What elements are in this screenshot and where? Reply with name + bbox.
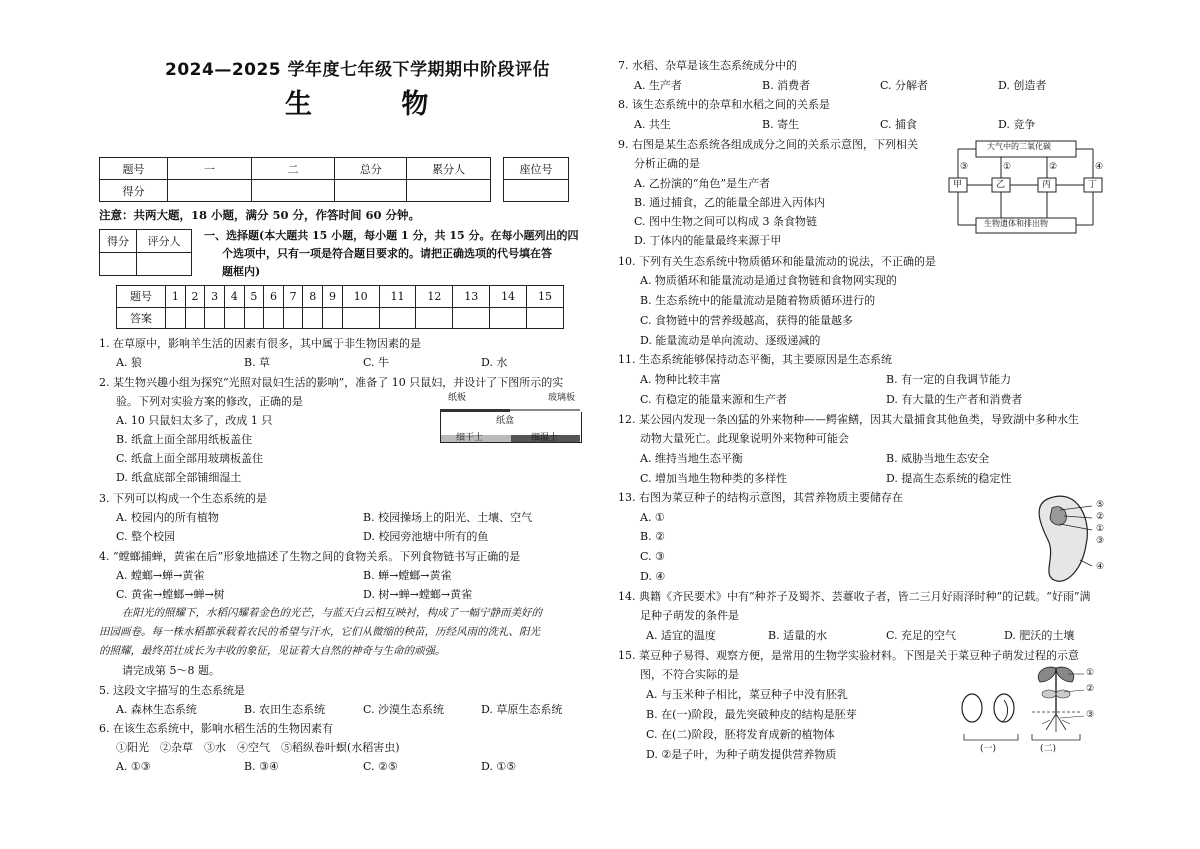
q3-option-d[interactable]: D. 校园旁池塘中所有的鱼 — [363, 530, 489, 543]
q7-option-b[interactable]: B. 消费者 — [762, 79, 811, 92]
answer-cell-11[interactable] — [379, 307, 416, 329]
q2-fig-dry-label: 细干土 — [456, 433, 484, 443]
q9-stem-2: 分析正确的是 — [634, 157, 700, 170]
score-table — [99, 157, 491, 202]
q4-option-a[interactable]: A. 螳螂→蝉→黄雀 — [116, 569, 205, 582]
notice: 注意：共两大题，18 小题，满分 50 分，作答时间 60 分钟。 — [99, 208, 421, 222]
q9-fig-co2-label: 大气中的二氧化碳 — [987, 142, 1051, 151]
q9-option-a[interactable]: A. 乙扮演的“角色”是生产者 — [634, 177, 771, 190]
q1-option-b[interactable]: B. 草 — [244, 356, 271, 369]
q14-option-d[interactable]: D. 肥沃的土壤 — [1004, 629, 1075, 642]
passage-line-3: 的照耀，最终茁壮成长为丰收的象征，见证着大自然的神奇与生命的顽强。 — [99, 645, 446, 657]
q7-stem: 7. 水稻、杂草是该生态系统成分中的 — [618, 59, 797, 72]
q15-germination-diagram — [952, 664, 1102, 756]
q2-option-c[interactable]: C. 纸盒上面全部用玻璃板盖住 — [116, 452, 264, 465]
q15-fig-n1: ① — [1086, 668, 1095, 678]
q14-option-a[interactable]: A. 适宜的温度 — [646, 629, 716, 642]
q2-fig-paper-label: 纸板 — [448, 393, 467, 403]
answer-no-15: 15 — [526, 286, 563, 308]
answer-no-5: 5 — [244, 286, 264, 308]
passage-line-1: 在阳光的照耀下，水稻闪耀着金色的光芒，与蓝天白云相互映衬，构成了一幅宁静而美好的 — [122, 607, 542, 619]
q13-option-d[interactable]: D. ④ — [640, 570, 666, 583]
answer-no-1: 1 — [166, 286, 186, 308]
subject-title: 生 物 — [285, 89, 469, 120]
q2-fig-glass-label: 玻璃板 — [548, 393, 576, 403]
q11-option-d[interactable]: D. 有大量的生产者和消费者 — [886, 393, 1023, 406]
answer-cell-15[interactable] — [526, 307, 563, 329]
answer-no-8: 8 — [303, 286, 323, 308]
score-header-accumulator: 累分人 — [407, 158, 491, 180]
q4-stem: 4. “螳螂捕蝉，黄雀在后”形象地描述了生物之间的食物关系。下列食物链书写正确的是 — [99, 550, 521, 563]
q9-fig-n2: ② — [1049, 162, 1058, 172]
q13-option-a[interactable]: A. ① — [640, 511, 665, 524]
q9-fig-remains-label: 生物遗体和排出物 — [984, 219, 1048, 228]
q13-option-c[interactable]: C. ③ — [640, 550, 665, 563]
q15-stem-1: 15. 菜豆种子易得、观察方便，是常用的生物学实验材料。下图是关于菜豆种子萌发过程的示意 — [618, 649, 1079, 662]
q2-stem-1: 2. 某生物兴趣小组为探究“光照对鼠妇生活的影响”，准备了 10 只鼠妇，并设计了下图所示的实 — [99, 376, 564, 389]
q5-option-b[interactable]: B. 农田生态系统 — [244, 703, 326, 716]
grader-cell[interactable] — [100, 253, 137, 276]
q10-stem: 10. 下列有关生态系统中物质循环和能量流动的说法，不正确的是 — [618, 255, 936, 268]
score-header-total: 总分 — [335, 158, 407, 180]
q4-option-d[interactable]: D. 树→蝉→螳螂→黄雀 — [363, 588, 473, 601]
q6-option-c[interactable]: C. ②⑤ — [363, 760, 398, 773]
score-cell[interactable] — [407, 180, 491, 202]
q5-option-d[interactable]: D. 草原生态系统 — [481, 703, 563, 716]
q8-option-a[interactable]: A. 共生 — [634, 118, 671, 131]
seat-table — [503, 157, 569, 202]
answer-no-13: 13 — [453, 286, 490, 308]
answer-no-6: 6 — [264, 286, 284, 308]
q15-fig-n2: ② — [1086, 684, 1095, 694]
exam-title: 2024—2025 学年度七年级下学期期中阶段评估 — [165, 60, 551, 80]
q8-option-c[interactable]: C. 捕食 — [880, 118, 918, 131]
q8-stem: 8. 该生态系统中的杂草和水稻之间的关系是 — [618, 98, 830, 111]
q13-fig-n3: ③ — [1096, 536, 1105, 546]
q6-stem: 6. 在该生态系统中，影响水稻生活的生物因素有 — [99, 722, 333, 735]
q3-option-a[interactable]: A. 校园内的所有植物 — [116, 511, 219, 524]
q9-fig-n4: ④ — [1095, 162, 1104, 172]
q13-fig-n1: ① — [1096, 524, 1105, 534]
q8-option-b[interactable]: B. 寄生 — [762, 118, 800, 131]
q7-option-c[interactable]: C. 分解者 — [880, 79, 929, 92]
q4-option-c[interactable]: C. 黄雀→螳螂→蝉→树 — [116, 588, 225, 601]
q1-option-d[interactable]: D. 水 — [481, 356, 508, 369]
answer-no-4: 4 — [224, 286, 244, 308]
grader-score-label: 得分 — [100, 230, 137, 253]
q14-option-b[interactable]: B. 适量的水 — [768, 629, 828, 642]
answer-cell-12[interactable] — [416, 307, 453, 329]
q2-fig-glass-board — [510, 409, 580, 411]
answer-cell-10[interactable] — [342, 307, 379, 329]
q15-fig-stage-1: (一) — [980, 744, 997, 754]
q11-option-b[interactable]: B. 有一定的自我调节能力 — [886, 373, 1012, 386]
grader-table — [99, 229, 192, 276]
answer-cell-6[interactable] — [264, 307, 284, 329]
q9-fig-jia: 甲 — [953, 180, 963, 190]
q15-fig-stage-2: (二) — [1040, 744, 1057, 754]
q10-option-d[interactable]: D. 能量流动是单向流动、逐级递减的 — [640, 334, 821, 347]
q13-fig-n2: ② — [1096, 512, 1105, 522]
answer-no-14: 14 — [490, 286, 527, 308]
section1-line2: 个选项中，只有一项是符合题目要求的。请把正确选项的代号填在答 — [222, 247, 552, 260]
q15-option-c[interactable]: C. 在(二)阶段，胚将发育成新的植物体 — [646, 728, 835, 741]
q1-stem: 1. 在草原中，影响羊生活的因素有很多，其中属于非生物因素的是 — [99, 337, 421, 350]
q13-stem: 13. 右图为菜豆种子的结构示意图，其营养物质主要储存在 — [618, 491, 903, 504]
answer-cell-13[interactable] — [453, 307, 490, 329]
q12-option-b[interactable]: B. 威胁当地生态安全 — [886, 452, 990, 465]
q11-option-c[interactable]: C. 有稳定的能量来源和生产者 — [640, 393, 788, 406]
q4-option-b[interactable]: B. 蝉→螳螂→黄雀 — [363, 569, 452, 582]
q1-option-a[interactable]: A. 狼 — [116, 356, 142, 369]
answer-cell-14[interactable] — [490, 307, 527, 329]
answer-label: 答案 — [117, 307, 166, 329]
q9-option-d[interactable]: D. 丁体内的能量最终来源于甲 — [634, 234, 782, 247]
q7-option-a[interactable]: A. 生产者 — [634, 79, 682, 92]
answer-no-label: 题号 — [117, 286, 166, 308]
q9-option-b[interactable]: B. 通过捕食，乙的能量全部进入丙体内 — [634, 196, 826, 209]
score-row-label: 得分 — [100, 180, 168, 202]
answer-no-2: 2 — [185, 286, 205, 308]
q15-option-b[interactable]: B. 在(一)阶段，最先突破种皮的结构是胚芽 — [646, 708, 857, 721]
score-cell[interactable] — [167, 180, 251, 202]
answer-no-9: 9 — [323, 286, 343, 308]
q6-items: ①阳光 ②杂草 ③水 ④空气 ⑤稻纵卷叶螟(水稻害虫) — [116, 741, 400, 754]
q9-stem-1: 9. 右图是某生态系统各组成成分之间的关系示意图，下列相关 — [618, 138, 918, 151]
q9-fig-bing: 丙 — [1042, 180, 1052, 190]
q2-stem-2: 验。下列对实验方案的修改，正确的是 — [116, 395, 303, 408]
q9-fig-yi: 乙 — [996, 180, 1006, 190]
grader-cell[interactable] — [137, 253, 192, 276]
q2-option-b[interactable]: B. 纸盒上面全部用纸板盖住 — [116, 433, 253, 446]
answer-no-10: 10 — [342, 286, 379, 308]
q2-fig-box-label: 纸盒 — [496, 416, 515, 426]
q9-fig-n3: ③ — [960, 162, 969, 172]
answer-cell-1[interactable] — [166, 307, 186, 329]
q13-option-b[interactable]: B. ② — [640, 530, 665, 543]
q14-option-c[interactable]: C. 充足的空气 — [886, 629, 957, 642]
answer-cell-7[interactable] — [283, 307, 303, 329]
q6-option-a[interactable]: A. ①③ — [116, 760, 151, 773]
score-header-no: 题号 — [100, 158, 168, 180]
seat-label: 座位号 — [504, 158, 569, 180]
q2-option-a[interactable]: A. 10 只鼠妇太多了，改成 1 只 — [116, 414, 273, 427]
answer-no-3: 3 — [205, 286, 225, 308]
answer-cell-4[interactable] — [224, 307, 244, 329]
q2-figure — [436, 393, 582, 451]
q10-option-b[interactable]: B. 生态系统中的能量流动是随着物质循环进行的 — [640, 294, 876, 307]
q11-option-a[interactable]: A. 物种比较丰富 — [640, 373, 721, 386]
q15-stem-2: 图，不符合实际的是 — [640, 668, 739, 681]
q2-option-d[interactable]: D. 纸盒底部全部铺细湿土 — [116, 471, 242, 484]
q14-stem-2: 足种子萌发的条件是 — [640, 609, 739, 622]
q14-stem-1: 14. 典籍《齐民要术》中有“种芥子及蜀芥、芸薹收子者，皆二三月好雨泽时种”的记载。“好雨”满 — [618, 590, 1091, 603]
score-header-1: 一 — [167, 158, 251, 180]
answer-cell-3[interactable] — [205, 307, 225, 329]
answer-no-11: 11 — [379, 286, 416, 308]
q15-fig-n3: ③ — [1086, 710, 1095, 720]
q10-option-c[interactable]: C. 食物链中的营养级越高，获得的能量越多 — [640, 314, 854, 327]
passage-instruction: 请完成第 5～8 题。 — [122, 664, 220, 677]
q13-fig-n5: ⑤ — [1096, 500, 1105, 510]
q1-option-c[interactable]: C. 牛 — [363, 356, 390, 369]
q5-option-a[interactable]: A. 森林生态系统 — [116, 703, 197, 716]
q9-fig-ding: 丁 — [1088, 180, 1098, 190]
answer-cell-2[interactable] — [185, 307, 205, 329]
q8-option-d[interactable]: D. 竞争 — [998, 118, 1036, 131]
q2-fig-wet-label: 细湿土 — [531, 433, 559, 443]
q3-option-c[interactable]: C. 整个校园 — [116, 530, 176, 543]
q3-option-b[interactable]: B. 校园操场上的阳光、土壤、空气 — [363, 511, 533, 524]
answer-cell-9[interactable] — [323, 307, 343, 329]
passage-line-2: 田园画卷。每一株水稻都承载着农民的希望与汗水，它们从微缩的秧苗，历经风雨的洗礼、阳光 — [99, 626, 540, 638]
grader-reviewer-label: 评分人 — [137, 230, 192, 253]
q11-stem: 11. 生态系统能够保持动态平衡，其主要原因是生态系统 — [618, 353, 892, 366]
q3-stem: 3. 下列可以构成一个生态系统的是 — [99, 492, 267, 505]
score-cell[interactable] — [251, 180, 335, 202]
answer-cell-5[interactable] — [244, 307, 264, 329]
q9-option-c[interactable]: C. 图中生物之间可以构成 3 条食物链 — [634, 215, 818, 228]
q15-option-d[interactable]: D. ②是子叶，为种子萌发提供营养物质 — [646, 748, 837, 761]
score-header-2: 二 — [251, 158, 335, 180]
q12-stem-1: 12. 某公园内发现一条凶猛的外来物种——鳄雀鳝，因其大量捕食其他鱼类，导致湖中多种水生 — [618, 413, 1079, 426]
q13-fig-n4: ④ — [1096, 562, 1105, 572]
q6-option-d[interactable]: D. ①⑤ — [481, 760, 517, 773]
q6-option-b[interactable]: B. ③④ — [244, 760, 279, 773]
answer-table — [116, 285, 564, 329]
section1-line1: 一、选择题(本大题共 15 小题，每小题 1 分，共 15 分。在每小题列出的四 — [204, 229, 579, 242]
q12-option-c[interactable]: C. 增加当地生物种类的多样性 — [640, 472, 788, 485]
q12-option-d[interactable]: D. 提高生态系统的稳定性 — [886, 472, 1012, 485]
q12-stem-2: 动物大量死亡。此现象说明外来物种可能会 — [640, 432, 849, 445]
seat-cell[interactable] — [504, 180, 569, 202]
q12-option-a[interactable]: A. 维持当地生态平衡 — [640, 452, 743, 465]
q10-option-a[interactable]: A. 物质循环和能量流动是通过食物链和食物网实现的 — [640, 274, 897, 287]
section1-line3: 题框内) — [222, 265, 261, 278]
q15-option-a[interactable]: A. 与玉米种子相比，菜豆种子中没有胚乳 — [646, 688, 848, 701]
q7-option-d[interactable]: D. 创造者 — [998, 79, 1047, 92]
answer-no-7: 7 — [283, 286, 303, 308]
score-cell[interactable] — [335, 180, 407, 202]
q9-fig-n1: ① — [1003, 162, 1012, 172]
answer-cell-8[interactable] — [303, 307, 323, 329]
answer-no-12: 12 — [416, 286, 453, 308]
q5-option-c[interactable]: C. 沙漠生态系统 — [363, 703, 445, 716]
q5-stem: 5. 这段文字描写的生态系统是 — [99, 684, 245, 697]
